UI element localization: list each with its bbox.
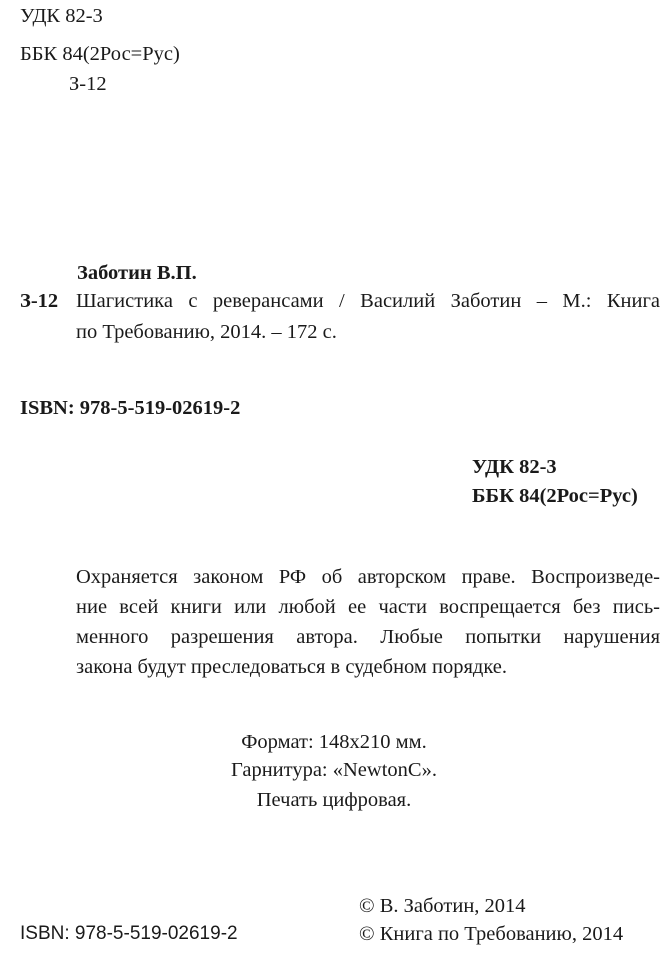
format-spec: Формат: 148х210 мм. bbox=[241, 731, 427, 753]
copyright-notice-line: менного разрешения автора. Любые попытки нарушения bbox=[76, 626, 660, 648]
author-code: З-12 bbox=[20, 290, 59, 312]
copyright-notice-line: закона будут преследоваться в судебном порядке. bbox=[76, 656, 508, 678]
copyright-notice-line: ние всей книги или любой ее части воспрещается без пись- bbox=[76, 596, 660, 618]
isbn-footer: ISBN: 978-5-519-02619-2 bbox=[20, 923, 238, 944]
copyright-author: © В. Заботин, 2014 bbox=[359, 895, 526, 917]
bbk-code-right: ББК 84(2Рос=Рус) bbox=[472, 485, 638, 507]
printing-spec: Печать цифровая. bbox=[256, 789, 412, 811]
udk-code-top: УДК 82-3 bbox=[20, 5, 103, 27]
author-name: Заботин В.П. bbox=[77, 262, 197, 284]
bibliographic-line-1: Шагистика с реверансами / Василий Заботин – М.: Книга bbox=[76, 290, 660, 312]
isbn-bold: ISBN: 978-5-519-02619-2 bbox=[20, 397, 241, 419]
author-code-top: З-12 bbox=[69, 73, 107, 95]
typeface-spec: Гарнитура: «NewtonC». bbox=[231, 759, 437, 781]
bibliographic-line-2: по Требованию, 2014. – 172 с. bbox=[76, 321, 337, 343]
udk-code-right: УДК 82-3 bbox=[472, 456, 557, 478]
copyright-publisher: © Книга по Требованию, 2014 bbox=[359, 923, 624, 945]
bbk-code-top: ББК 84(2Рос=Рус) bbox=[20, 43, 180, 65]
copyright-notice bbox=[76, 565, 660, 685]
copyright-notice-line: Охраняется законом РФ об авторском праве. Воспроизведе- bbox=[76, 566, 660, 588]
